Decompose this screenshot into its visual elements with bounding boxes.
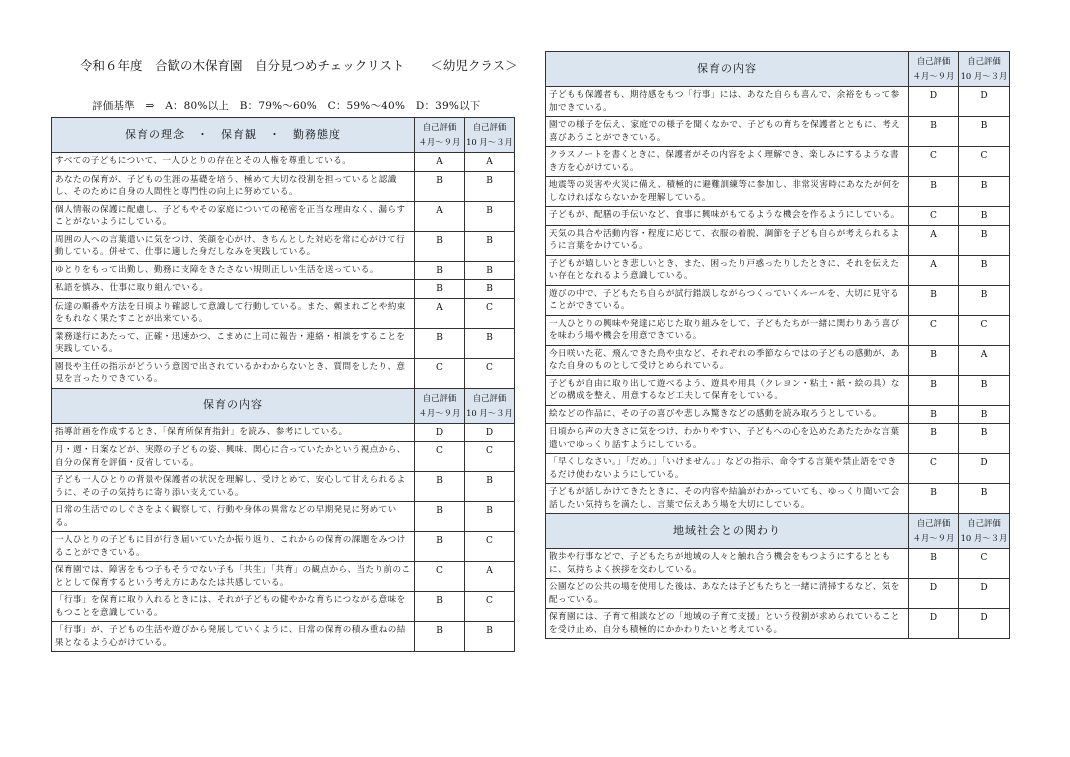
checklist-item-text: 保育園では、障害をもつ子もそうでない子も「共生」「共育」の観点から、当たり前のこととして保育するという考え方にあなたは共感している。 <box>52 562 415 592</box>
eval-second-half: B <box>465 328 515 358</box>
checklist-item-text: 今日咲いた花、飛んできた鳥や虫など、それぞれの季節ならではの子どもの感動が、あなた自身のものとして受けとめられている。 <box>546 345 909 375</box>
eval-column-header <box>465 118 515 153</box>
eval-second-half: B <box>959 484 1010 514</box>
checklist-row <box>546 285 1010 315</box>
eval-first-half: B <box>415 622 465 652</box>
eval-first-half: C <box>909 454 959 484</box>
checklist-row <box>52 171 515 201</box>
eval-second-half: C <box>465 358 515 388</box>
eval-column-header <box>415 388 465 423</box>
eval-second-half: D <box>959 609 1010 639</box>
eval-first-half: B <box>415 231 465 261</box>
checklist-item-text: 一人ひとりの子どもに目が行き届いていたか振り返り、これからの保育の課題をみつけることができている。 <box>52 532 415 562</box>
eval-second-half: C <box>465 532 515 562</box>
checklist-row <box>546 405 1010 424</box>
checklist-row <box>546 315 1010 345</box>
checklist-row <box>52 423 515 442</box>
eval-first-half: C <box>415 358 465 388</box>
eval-header-period: ４月～９月 <box>418 137 461 147</box>
eval-header-period: 10 月～３月 <box>960 71 1008 81</box>
checklist-item-text: 公園などの公共の場を使用した後は、あなたは子どもたちと一緒に清掃するなど、気を配っている。 <box>546 579 909 609</box>
eval-second-half: C <box>959 147 1010 177</box>
eval-second-half: C <box>959 315 1010 345</box>
checklist-item-text: 月・週・日案などが、実際の子どもの姿、興味、関心に合っていたかという視点から、自分の保育を評価・反省している。 <box>52 442 415 472</box>
checklist-row <box>546 87 1010 117</box>
checklist-row <box>52 622 515 652</box>
eval-header-period: ４月～９月 <box>912 71 955 81</box>
checklist-row <box>546 147 1010 177</box>
eval-second-half: B <box>959 225 1010 255</box>
eval-second-half: B <box>959 405 1010 424</box>
checklist-row <box>52 358 515 388</box>
checklist-row <box>546 454 1010 484</box>
checklist-item-text: 「早くしなさい。」「だめ。」「いけません。」などの指示、命令する言葉や禁止語をできるだけ使わないようにしている。 <box>546 454 909 484</box>
document-title <box>80 56 518 74</box>
eval-header-label: 自己評価 <box>967 518 1001 528</box>
checklist-row <box>52 442 515 472</box>
checklist-item-text: すべての子どもについて、一人ひとりの存在とその人権を尊重している。 <box>52 153 415 172</box>
section-header <box>52 118 515 153</box>
eval-second-half: C <box>959 549 1010 579</box>
checklist-row <box>546 375 1010 405</box>
eval-first-half: B <box>909 424 959 454</box>
eval-second-half: D <box>959 454 1010 484</box>
eval-first-half: B <box>415 532 465 562</box>
eval-column-header <box>959 52 1010 87</box>
eval-first-half: B <box>909 549 959 579</box>
checklist-item-text: 絵などの作品に、その子の喜びや悲しみ驚きなどの感動を読み取ろうとしている。 <box>546 405 909 424</box>
checklist-row <box>546 207 1010 226</box>
checklist-row <box>52 153 515 172</box>
checklist-item-text: 指導計画を作成するとき、「保育所保育指針」を読み、参考にしている。 <box>52 423 415 442</box>
eval-column-header <box>909 52 959 87</box>
checklist-row <box>546 579 1010 609</box>
checklist-row <box>546 345 1010 375</box>
eval-first-half: A <box>415 201 465 231</box>
eval-first-half: B <box>415 280 465 299</box>
checklist-item-text: 業務遂行にあたって、正確・迅速かつ、こまめに上司に報告・連絡・相談をすることを実践している。 <box>52 328 415 358</box>
checklist-item-text: 個人情報の保護に配慮し、子どもやその家庭についての秘密を正当な理由なく、漏らすことがないようにしている。 <box>52 201 415 231</box>
eval-second-half: B <box>959 207 1010 226</box>
eval-first-half: B <box>415 261 465 280</box>
eval-first-half: D <box>415 423 465 442</box>
eval-column-header <box>959 514 1010 549</box>
checklist-row <box>546 609 1010 639</box>
eval-first-half: A <box>909 225 959 255</box>
eval-second-half: B <box>465 231 515 261</box>
eval-column-header <box>415 118 465 153</box>
eval-header-period: ４月～９月 <box>418 407 461 418</box>
eval-second-half: D <box>959 579 1010 609</box>
eval-second-half: C <box>465 298 515 328</box>
eval-first-half: B <box>909 375 959 405</box>
checklist-item-text: ゆとりをもって出勤し、勤務に支障をきたさない規則正しい生活を送っている。 <box>52 261 415 280</box>
eval-second-half: B <box>465 171 515 201</box>
eval-first-half: C <box>909 147 959 177</box>
eval-second-half: B <box>465 502 515 532</box>
eval-header-label: 自己評価 <box>472 122 507 132</box>
eval-header-label: 自己評価 <box>472 392 507 403</box>
eval-second-half: B <box>959 177 1010 207</box>
checklist-item-text: 「行事」を保育に取り入れるときには、それが子どもの健やかな育ちにつながる意味をもつことを意識している。 <box>52 592 415 622</box>
checklist-item-text: 日頃から声の大きさに気をつけ、わかりやすい、子どもへの心を込めたあたたかな言葉遣いでゆっくり話すようにしている。 <box>546 424 909 454</box>
checklist-item-text: 「行事」が、子どもの生活や遊びから発展していくように、日常の保育の積み重ねの結果となるよう心がけている。 <box>52 622 415 652</box>
checklist-table-right <box>545 51 1010 639</box>
eval-second-half: A <box>465 153 515 172</box>
eval-first-half: C <box>909 207 959 226</box>
checklist-row <box>546 225 1010 255</box>
checklist-row <box>546 484 1010 514</box>
checklist-row <box>52 328 515 358</box>
eval-second-half: B <box>465 201 515 231</box>
checklist-item-text: 伝達の順番や方法を日頃より確認して意識して行動している。また、頼まれごとや約束をもれなく果たすことが出来ている。 <box>52 298 415 328</box>
eval-second-half: B <box>465 472 515 502</box>
eval-first-half: B <box>415 592 465 622</box>
eval-header-period: ４月～９月 <box>912 533 955 543</box>
eval-header-label: 自己評価 <box>916 518 951 528</box>
eval-column-header <box>465 388 515 423</box>
eval-second-half: C <box>465 442 515 472</box>
checklist-item-text: 保育園には、子育て相談などの「地域の子育て支援」という役割が求められていることを受け止め、自分も積極的にかかわりたいと考えている。 <box>546 609 909 639</box>
eval-first-half: B <box>909 484 959 514</box>
eval-second-half: C <box>465 592 515 622</box>
eval-first-half: D <box>909 579 959 609</box>
eval-second-half: B <box>959 285 1010 315</box>
checklist-row <box>52 532 515 562</box>
checklist-item-text: 子どもが、配膳の手伝いなど、食事に興味がもてるような機会を作るようにしている。 <box>546 207 909 226</box>
eval-first-half: B <box>415 171 465 201</box>
eval-second-half: B <box>959 375 1010 405</box>
eval-second-half: A <box>959 345 1010 375</box>
eval-second-half: B <box>959 424 1010 454</box>
checklist-item-text: 子どもも保護者も、期待感をもつ「行事」には、あなた自らも喜んで、余裕をもって参加できている。 <box>546 87 909 117</box>
checklist-row <box>546 424 1010 454</box>
checklist-item-text: 遊びの中で、子どもたち自らが試行錯誤しながらつくっていくルールを、大切に見守ることができている。 <box>546 285 909 315</box>
section-title: 保育の内容 <box>546 52 909 87</box>
checklist-row <box>52 280 515 299</box>
checklist-item-text: 子どもが自由に取り出して遊べるよう、遊具や用具（クレヨン・粘土・紙・絵の具）などの構成を整え、用意するなど工夫して保育をしている。 <box>546 375 909 405</box>
eval-first-half: B <box>415 502 465 532</box>
eval-first-half: A <box>415 153 465 172</box>
checklist-item-text: 周囲の人への言葉遣いに気をつけ、笑顔を心がけ、きちんとした対応を常に心がけて行動している。併せて、仕事に適した身だしなみを実践している。 <box>52 231 415 261</box>
eval-first-half: B <box>415 472 465 502</box>
eval-column-header <box>909 514 959 549</box>
eval-second-half: A <box>465 562 515 592</box>
eval-second-half: B <box>465 622 515 652</box>
checklist-item-text: 散歩や行事などで、子どもたちが地域の人々と触れ合う機会をもつようにするとともに、気持ちよく挨拶を交わしている。 <box>546 549 909 579</box>
checklist-item-text: 園長や主任の指示がどういう意図で出されているかわからないとき、質問をしたり、意見を言ったりできている。 <box>52 358 415 388</box>
eval-first-half: A <box>909 255 959 285</box>
checklist-item-text: 子どもが嬉しいとき悲しいとき、また、困ったり戸惑ったりしたときに、それを伝えたい存在となれるよう意識している。 <box>546 255 909 285</box>
eval-first-half: C <box>415 442 465 472</box>
title-main: 令和６年度 合歓の木保育園 自分見つめチェックリスト <box>80 58 405 73</box>
checklist-item-text: あなたの保育が、子どもの生涯の基礎を培う、極めて大切な役割を担っていると認識し、そのために自身の人間性と専門性の向上に努めている。 <box>52 171 415 201</box>
eval-header-period: 10 月～３月 <box>960 533 1008 543</box>
checklist-row <box>52 201 515 231</box>
eval-header-label: 自己評価 <box>916 56 951 66</box>
eval-first-half: D <box>909 87 959 117</box>
class-name: ＜幼児クラス＞ <box>430 58 518 73</box>
checklist-row <box>546 177 1010 207</box>
evaluation-criteria: 評価基準 ⇒ A：80%以上 B：79%～60% C：59%～40% D：39%以下 <box>92 100 481 112</box>
eval-first-half: C <box>415 562 465 592</box>
eval-header-label: 自己評価 <box>422 392 457 403</box>
checklist-item-text: 子どもが話しかけてきたときに、その内容や結論がわかっていても、ゆっくり聞いて会話したい気持ちを満たし、言葉で伝えあう場を大切にしている。 <box>546 484 909 514</box>
checklist-item-text: クラスノートを書くときに、保護者がその内容をよく理解でき、楽しみにするような書き方を心がけている。 <box>546 147 909 177</box>
eval-first-half: B <box>909 405 959 424</box>
checklist-table-left <box>51 117 515 652</box>
eval-second-half: D <box>465 423 515 442</box>
checklist-row <box>546 549 1010 579</box>
checklist-item-text: 子ども一人ひとりの背景や保護者の状況を理解し、受けとめて、安心して甘えられるように、その子の気持ちに寄り添い支えている。 <box>52 472 415 502</box>
checklist-row <box>52 472 515 502</box>
checklist-row <box>546 255 1010 285</box>
checklist-item-text: 日常の生活でのしぐさをよく観察して、行動や身体の異常などの早期発見に努めている。 <box>52 502 415 532</box>
eval-second-half: B <box>959 117 1010 147</box>
checklist-item-text: 一人ひとりの興味や発達に応じた取り組みをして、子どもたちが一緒に関わりあう喜びを味わう場や機会を用意できている。 <box>546 315 909 345</box>
checklist-item-text: 地震等の災害や火災に備え、積極的に避難訓練等に参加し、非常災害時にあなたが何をしなければならないかを理解している。 <box>546 177 909 207</box>
eval-header-label: 自己評価 <box>967 56 1001 66</box>
checklist-row <box>52 231 515 261</box>
section-title: 保育の理念 ・ 保育観 ・ 勤務態度 <box>52 118 415 153</box>
eval-first-half: B <box>415 328 465 358</box>
eval-first-half: C <box>909 315 959 345</box>
eval-first-half: D <box>909 609 959 639</box>
eval-second-half: B <box>465 261 515 280</box>
checklist-row <box>52 261 515 280</box>
section-header <box>546 514 1010 549</box>
eval-first-half: A <box>415 298 465 328</box>
eval-first-half: B <box>909 345 959 375</box>
checklist-row <box>546 117 1010 147</box>
eval-first-half: B <box>909 117 959 147</box>
eval-first-half: B <box>909 285 959 315</box>
checklist-row <box>52 502 515 532</box>
eval-header-label: 自己評価 <box>422 122 457 132</box>
eval-first-half: B <box>909 177 959 207</box>
checklist-row <box>52 298 515 328</box>
eval-second-half: B <box>465 280 515 299</box>
checklist-row <box>52 562 515 592</box>
eval-header-period: 10 月～３月 <box>466 407 513 418</box>
section-header <box>52 388 515 423</box>
eval-second-half: D <box>959 87 1010 117</box>
checklist-item-text: 天気の具合や活動内容・程度に応じて、衣服の着脱、調節を子ども自らが考えられるように言葉をかけている。 <box>546 225 909 255</box>
section-header <box>546 52 1010 87</box>
section-title: 地域社会との関わり <box>546 514 909 549</box>
section-title: 保育の内容 <box>52 388 415 423</box>
checklist-item-text: 園での様子を伝え、家庭での様子を聞くなかで、子どもの育ちを保護者とともに、考え喜びあうことができている。 <box>546 117 909 147</box>
checklist-item-text: 私語を慎み、仕事に取り組んでいる。 <box>52 280 415 299</box>
eval-header-period: 10 月～３月 <box>466 137 513 147</box>
checklist-row <box>52 592 515 622</box>
eval-second-half: B <box>959 255 1010 285</box>
